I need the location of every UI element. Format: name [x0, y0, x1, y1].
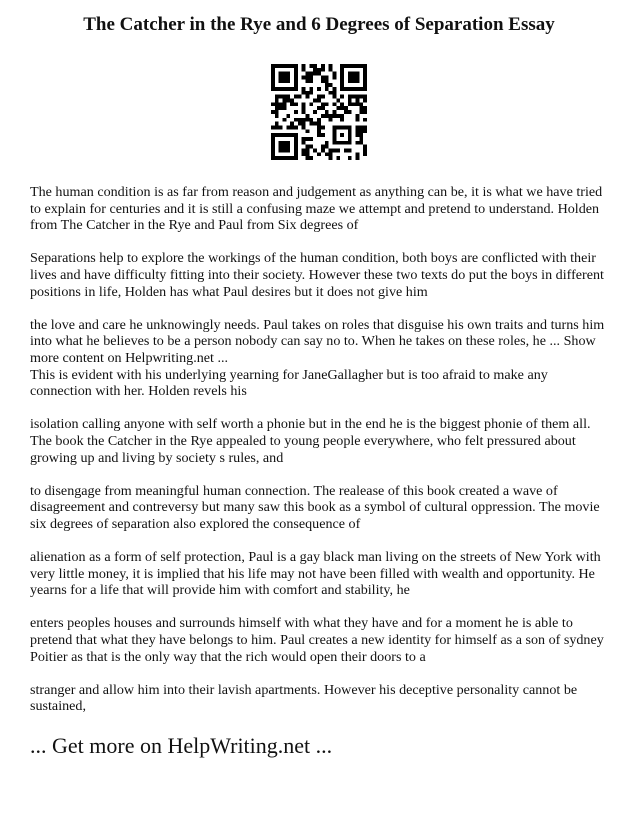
qr-code-icon[interactable]: [271, 64, 367, 160]
paragraph: Separations help to explore the workings of the human condition, both boys are conflicted with their lives and have difficulty fitting into their society. However these two texts do put the boys in different positions in life, Holden has what Paul desires but it does not give him: [30, 250, 604, 300]
get-more-link[interactable]: ... Get more on HelpWriting.net ...: [30, 733, 333, 758]
paragraph: alienation as a form of self protection, Paul is a gay black man living on the streets of New York with very little money, it is implied that his life may not have been filled with wealth and opportunity. He yearns for a life that will provide him with comfort and stability, he: [30, 549, 601, 599]
paragraph: enters peoples houses and surrounds himself with what they have and for a moment he is able to pretend that what they have belongs to him. Paul creates a new identity for himself as a son of sydney Poitier as that is the only way that the rich would open their doors to a: [30, 615, 604, 665]
page-title: The Catcher in the Rye and 6 Degrees of Separation Essay: [83, 14, 555, 35]
paragraph: This is evident with his underlying yearning for JaneGallagher but is too afraid to make any connection with her. Holden revels his: [30, 366, 548, 400]
paragraph: to disengage from meaningful human connection. The realease of this book created a wave of disagreement and contreversy but many saw this book as a symbol of cultural oppression. The movie six degrees of separation also explored the consequence of: [30, 482, 600, 532]
paragraph: The human condition is as far from reason and judgement as anything can be, it is what we have tried to explain for centuries and it is still a confusing maze we attempt and pretend to understand. Holden from The Catcher in the Rye and Paul from Six degrees of: [30, 184, 603, 234]
paragraph: isolation calling anyone with self worth a phonie but in the end he is the biggest phonie of them all. The book the Catcher in the Rye appealed to young people everywhere, who felt pressured about growing up and living by society s rules, and: [30, 416, 591, 466]
paragraph: stranger and allow him into their lavish apartments. However his deceptive personality cannot be sustained,: [30, 681, 578, 715]
essay-body: [30, 184, 614, 732]
paragraph: the love and care he unknowingly needs. Paul takes on roles that disguise his own traits and turns him into what he believes to be a person nobody can say no to. When he takes on these roles, he ... Show more content on Helpwriting.net ...: [30, 316, 605, 366]
